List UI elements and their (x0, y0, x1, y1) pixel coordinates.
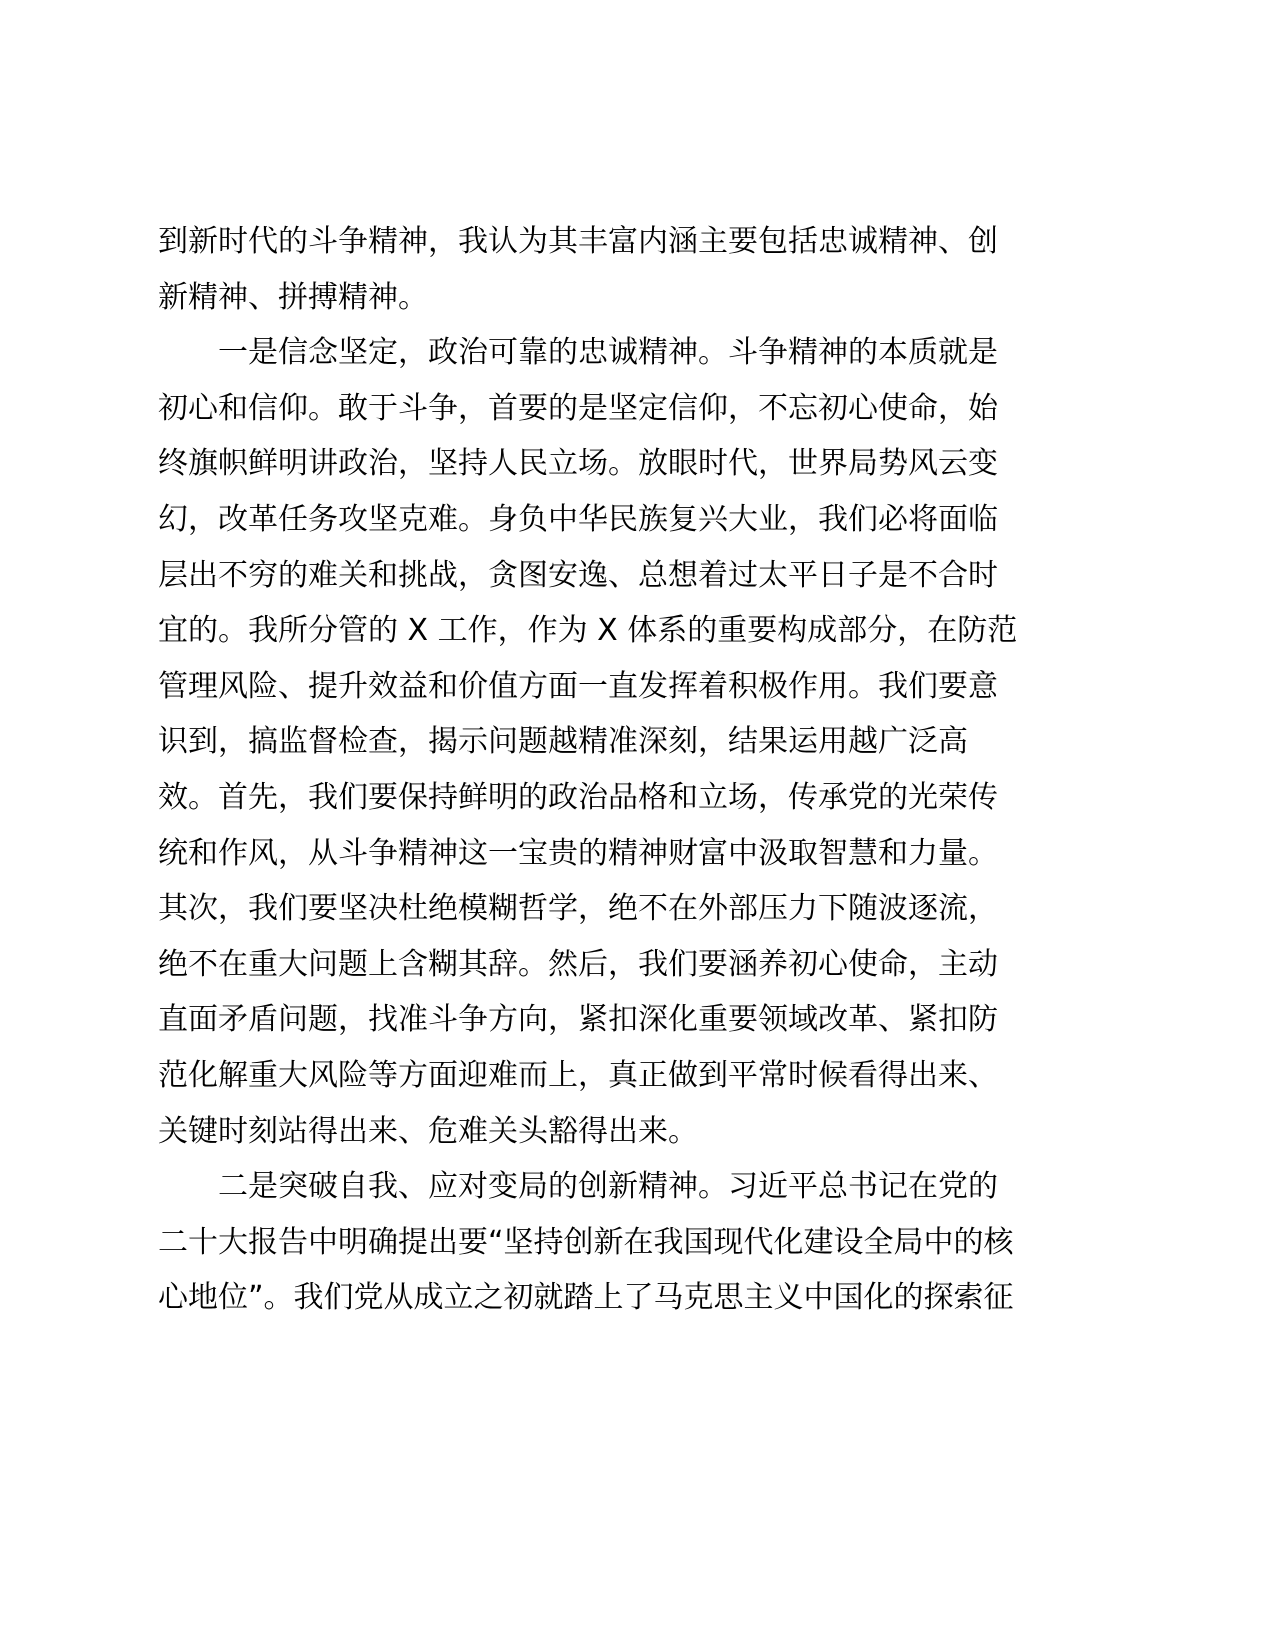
paragraph-loyalty-spirit (158, 325, 1068, 1159)
text-line: 到新时代的斗争精神，我认为其丰富内涵主要包括忠诚精神、创 (158, 224, 998, 259)
text-line: 终旗帜鲜明讲政治，坚持人民立场。放眼时代，世界局势风云变 (158, 446, 998, 482)
text-line: 其次，我们要坚决杜绝模糊哲学，绝不在外部压力下随波逐流， (158, 891, 998, 927)
text-line: 直面矛盾问题，找准斗争方向，紧扣深化重要领域改革、紧扣防 (158, 1002, 998, 1038)
text-line: 识到，搞监督检查，揭示问题越精准深刻，结果运用越广泛高 (158, 724, 968, 760)
text-line: 二是突破自我、应对变局的创新精神。习近平总书记在党的 (218, 1169, 998, 1205)
text-line: 绝不在重大问题上含糊其辞。然后，我们要涵养初心使命，主动 (158, 946, 998, 982)
text-line: 统和作风，从斗争精神这一宝贵的精神财富中汲取智慧和力量。 (158, 835, 998, 871)
paragraph-intro (158, 214, 1068, 325)
text-line: 初心和信仰。敢于斗争，首要的是坚定信仰，不忘初心使命，始 (158, 390, 998, 426)
text-line: 心地位”。我们党从成立之初就踏上了马克思主义中国化的探索征 (158, 1280, 1014, 1316)
text-line: 效。首先，我们要保持鲜明的政治品格和立场，传承党的光荣传 (158, 779, 998, 815)
paragraph-innovation-spirit (158, 1159, 1068, 1326)
document-body (158, 214, 1068, 1326)
text-line: 关键时刻站得出来、危难关头豁得出来。 (158, 1113, 698, 1149)
text-line: 宜的。我所分管的 X 工作，作为 X 体系的重要构成部分，在防范 (158, 613, 1018, 649)
text-line: 二十大报告中明确提出要“坚持创新在我国现代化建设全局中的核 (158, 1224, 1014, 1260)
text-line: 管理风险、提升效益和价值方面一直发挥着积极作用。我们要意 (158, 668, 998, 704)
text-line: 新精神、拼搏精神。 (158, 279, 428, 315)
text-line: 范化解重大风险等方面迎难而上，真正做到平常时候看得出来、 (158, 1057, 998, 1093)
text-line: 幻，改革任务攻坚克难。身负中华民族复兴大业，我们必将面临 (158, 501, 998, 537)
text-line: 一是信念坚定，政治可靠的忠诚精神。斗争精神的本质就是 (218, 335, 998, 371)
text-line: 层出不穷的难关和挑战，贪图安逸、总想着过太平日子是不合时 (158, 557, 998, 593)
